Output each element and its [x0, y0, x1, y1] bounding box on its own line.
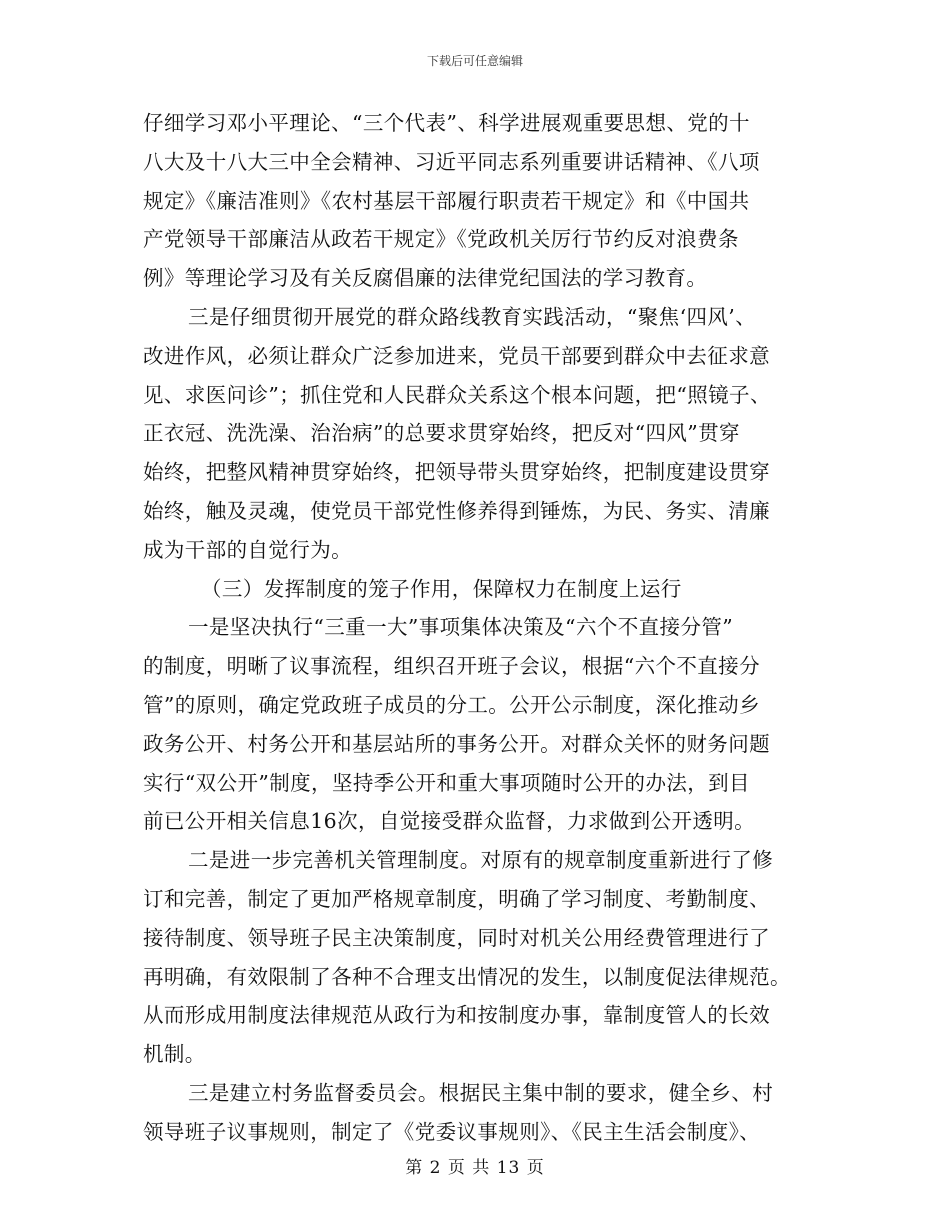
text-line: 机制。	[143, 1042, 206, 1067]
text-line: 的制度，明晰了议事流程，组织召开班子会议，根据“六个不直接分	[143, 654, 760, 679]
text-line: 成为干部的自觉行为。	[143, 537, 352, 562]
text-line: 政务公开、村务公开和基层站所的事务公开。对群众关怀的财务问题	[143, 731, 770, 756]
text-line: 见、求医问诊”；抓住党和人民群众关系这个根本问题，把“照镜子、	[143, 382, 771, 407]
paragraph-start-line: 二是进一步完善机关管理制度。对原有的规章制度重新进行了修	[188, 848, 774, 873]
text-line: 订和完善，制定了更加严格规章制度，明确了学习制度、考勤制度、	[143, 886, 770, 911]
text-line: 正衣冠、洗洗澡、治治病”的总要求贯穿始终，把反对“四风”贯穿	[143, 421, 740, 446]
paragraph-start-line: 三是建立村务监督委员会。根据民主集中制的要求，健全乡、村	[188, 1080, 774, 1105]
text-line: 八大及十八大三中全会精神、习近平同志系列重要讲话精神、《八项	[143, 149, 760, 174]
text-line: 接待制度、领导班子民主决策制度，同时对机关公用经费管理进行了	[143, 925, 770, 950]
text-line: 管”的原则，确定党政班子成员的分工。公开公示制度，深化推动乡	[143, 692, 760, 717]
text-line: 始终，把整风精神贯穿始终，把领导带头贯穿始终，把制度建设贯穿	[143, 460, 770, 485]
text-line: 仔细学习邓小平理论、“三个代表”、科学进展观重要思想、党的十	[143, 111, 750, 135]
text-line: 实行“双公开”制度，坚持季公开和重大事项随时公开的办法，到目	[143, 770, 750, 795]
text-line: 从而形成用制度法律规范从政行为和按制度办事，靠制度管人的长效	[143, 1003, 770, 1028]
text-line: 前已公开相关信息16次，自觉接受群众监督，力求做到公开透明。	[143, 809, 756, 834]
text-line: 规定》《廉洁准则》《农村基层干部履行职责若干规定》和《中国共	[143, 188, 750, 213]
section-heading: （三）发挥制度的笼子作用，保障权力在制度上运行	[201, 576, 682, 601]
paragraph-start-line: 一是坚决执行“三重一大”事项集体决策及“六个不直接分管”	[188, 615, 734, 640]
text-line: 例》等理论学习及有关反腐倡廉的法律党纪国法的学习教育。	[143, 266, 708, 291]
page-header: 下载后可任意编辑	[426, 54, 523, 68]
document-body	[143, 104, 811, 1152]
text-line: 始终，触及灵魂，使党员干部党性修养得到锤炼，为民、务实、清廉	[143, 498, 770, 523]
page-footer: 第 2 页 共 13 页	[405, 1158, 545, 1178]
text-line: 再明确，有效限制了各种不合理支出情况的发生，以制度促法律规范。	[143, 964, 791, 989]
text-line: 改进作风，必须让群众广泛参加进来，党员干部要到群众中去征求意	[143, 343, 770, 368]
text-line: 领导班子议事规则，制定了《党委议事规则》、《民主生活会制度》、	[143, 1119, 761, 1144]
paragraph-start-line: 三是仔细贯彻开展党的群众路线教育实践活动，“聚焦‘四风’、	[188, 304, 757, 329]
text-line: 产党领导干部廉洁从政若干规定》《党政机关厉行节约反对浪费条	[143, 227, 739, 252]
